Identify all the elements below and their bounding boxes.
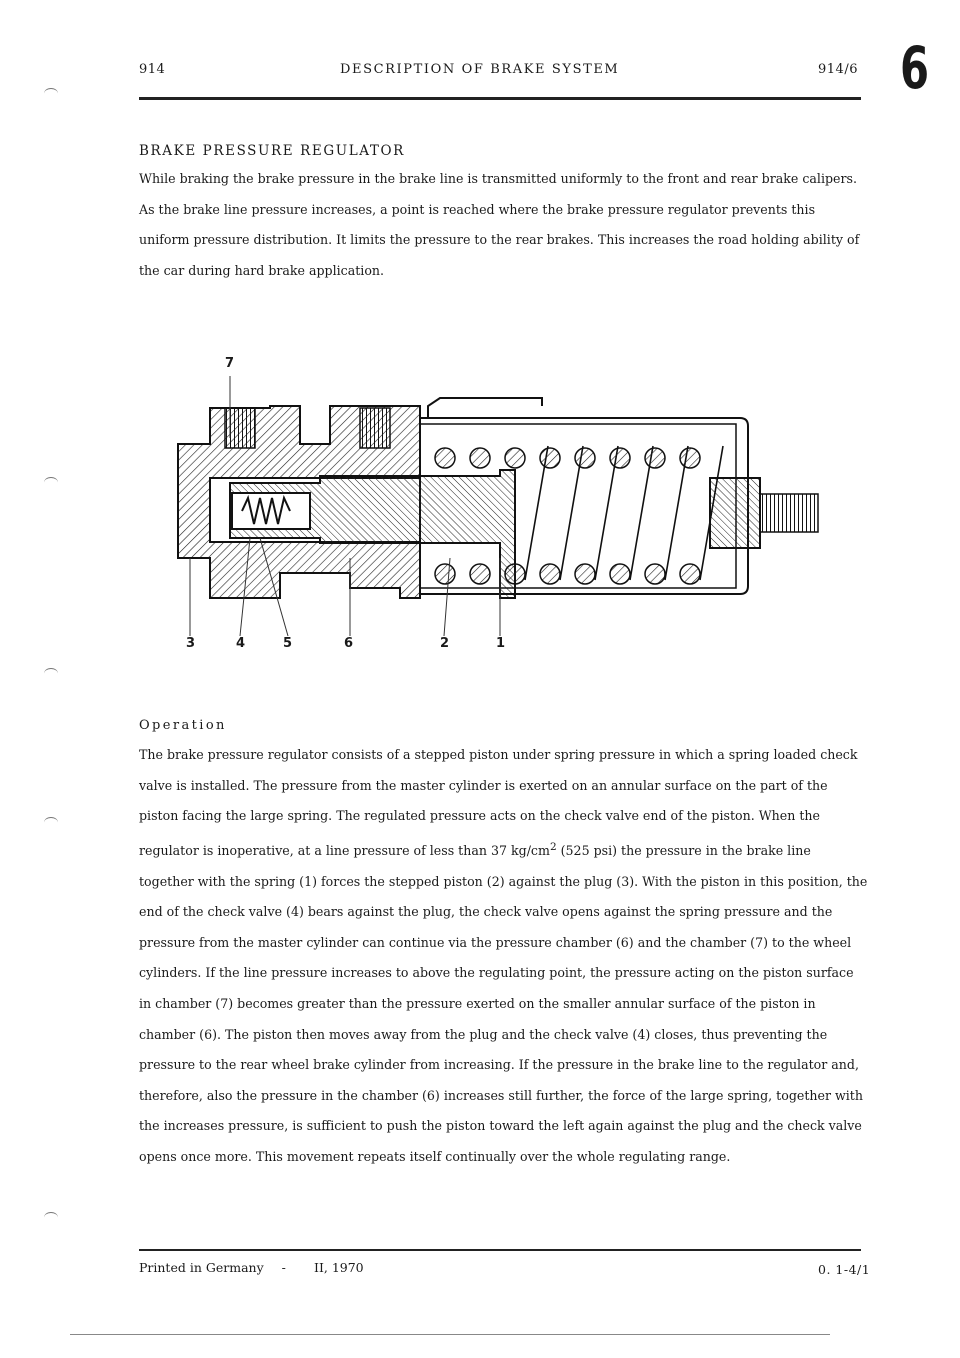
- footer-date: II, 1970: [314, 1260, 364, 1275]
- intro-paragraph: While braking the brake pressure in the brake line is transmitted uniformly to the front and rear brake calipers. As the brake line pressure increases, a point is reached where the brake pressure regulator prevents this uniform pressure distribution. It limits the pressure to the rear brakes. This increases the road holding ability of the car during hard brake application.: [139, 171, 860, 278]
- header-model-ref: 914/6: [818, 62, 858, 77]
- footer-rule: [139, 1249, 861, 1251]
- footer-printed: [139, 1260, 286, 1275]
- operation-title: Operation: [139, 718, 227, 733]
- margin-mark: [44, 477, 58, 488]
- callout-7: 7: [225, 356, 235, 371]
- operation-text-part1: The brake pressure regulator consists of a stepped piston under spring pressure in which a spring loaded check valve is installed. The pressure from the master cylinder is exerted on an annular surface on the part of the piston facing the large spring. The regulated pressure acts on the check valve end of the piston. When the regulator is inoperative, at a line pressure of less than 37 kg/cm: [139, 747, 858, 858]
- chapter-number: 6: [900, 34, 930, 102]
- operation-paragraph: [139, 740, 869, 1173]
- callout-4: 4: [236, 636, 246, 651]
- footer-page-number: 0. 1-4/1: [818, 1262, 871, 1277]
- adjuster-bolt-thread: [760, 494, 818, 532]
- footer-separator: -: [281, 1260, 286, 1275]
- header-page-ref: 914: [139, 62, 166, 77]
- margin-mark: [44, 1212, 58, 1223]
- margin-mark: [44, 88, 58, 99]
- bottom-edge-line: [70, 1334, 830, 1335]
- footer-printed-text: Printed in Germany: [139, 1260, 264, 1275]
- header-title: DESCRIPTION OF BRAKE SYSTEM: [340, 62, 620, 77]
- margin-mark: [44, 817, 58, 828]
- header-rule: [139, 97, 861, 100]
- callout-6: 6: [344, 636, 354, 651]
- section-title: BRAKE PRESSURE REGULATOR: [139, 143, 405, 159]
- callout-1: 1: [496, 636, 506, 651]
- adjuster-nut: [710, 478, 760, 548]
- callout-5: 5: [283, 636, 293, 651]
- operation-text-part2: (525 psi) the pressure in the brake line together with the spring (1) forces the stepped piston (2) against the plug (3). With the piston in this position, the end of the check valve (4) bears against the plug, the check valve opens against the spring pressure and the pressure from the master cylinder can continue via the pressure chamber (6) and the chamber (7) to the wheel cylinders. If the line pressure increases to above the regulating point, the pressure acting on the piston surface in chamber (7) becomes greater than the pressure exerted on the smaller annular surface of the piston in chamber (6). The piston then moves away from the plug and the check valve (4) closes, thus preventing the pressure to the rear wheel brake cylinder from increasing. If the pressure in the brake line to the regulator and, therefore, also the pressure in the chamber (6) increases still further, the force of the large spring, together with the increases pressure, is sufficient to push the piston toward the left again against the plug and the check valve opens once more. This movement repeats itself continually over the whole regulating range.: [139, 842, 868, 1164]
- regulator-cross-section-diagram: [170, 358, 830, 658]
- callout-3: 3: [186, 636, 196, 651]
- margin-mark: [44, 668, 58, 679]
- inlet-port-right: [360, 408, 390, 448]
- superscript-2: 2: [549, 840, 557, 853]
- callout-2: 2: [440, 636, 450, 651]
